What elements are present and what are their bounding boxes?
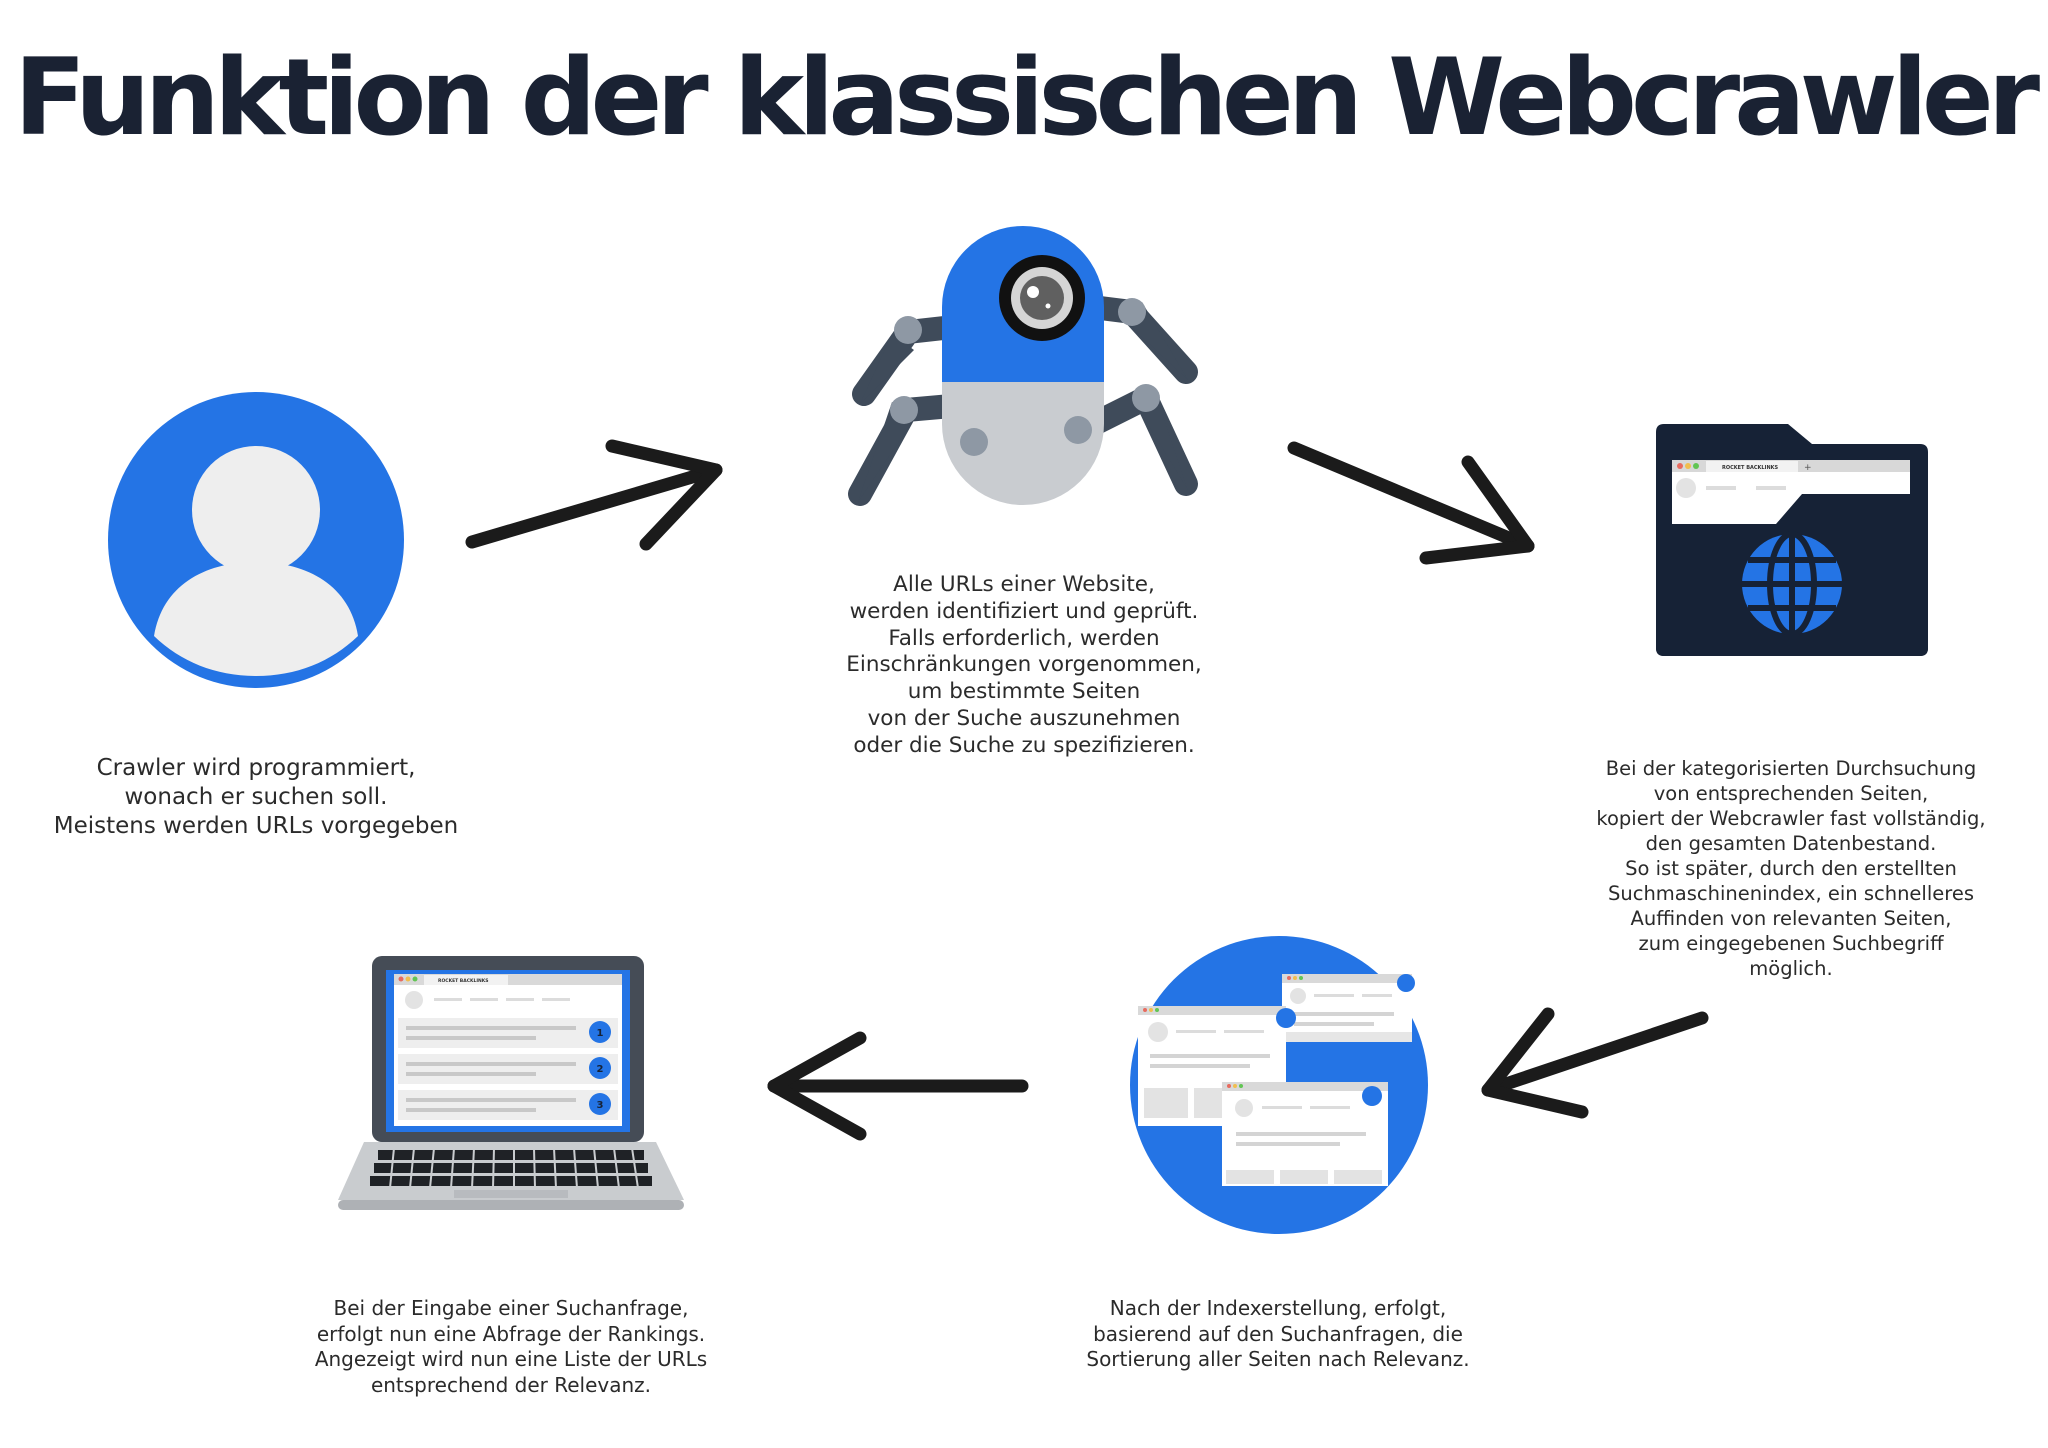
ranked-pages-icon [1130,936,1428,1234]
svg-text:+: + [1804,463,1812,473]
rank-2-badge: 2 [596,1064,604,1075]
step-4-caption: Nach der Indexerstellung, erfolgt, basierend auf den Suchanfragen, die Sortierung aller Seiten nach Relevanz. [1086,1296,1470,1371]
step-1-caption: Crawler wird programmiert, wonach er suchen soll. Meistens werden URLs vorgegeben [53,755,459,839]
laptop-results-icon [334,956,688,1216]
folder-globe-icon [1656,424,1928,656]
step-5-caption: Bei der Eingabe einer Suchanfrage, erfolgt nun eine Abfrage der Rankings. Angezeigt wird nun eine Liste der URLs entsprechend der Relevanz. [314,1296,708,1397]
laptop-tab-label: ROCKET BACKLINKS [438,979,489,984]
user-icon [106,390,406,690]
page-title: Funktion der klassischen Webcrawler [13,36,2035,159]
browser-tab-label: ROCKET BACKLINKS [1722,465,1779,471]
rank-3-badge: 3 [596,1100,604,1111]
step-3-caption: Bei der kategorisierten Durchsuchung von entsprechenden Seiten, kopiert der Webcrawler fast vollständig, den gesamten Datenbestand. So ist später, durch den erstellten Suchmaschinenindex, ein schnelleres Auffinden von relevanten Seiten, zum eingegebenen Suchbegriff möglich. [1596,757,1986,980]
arrow-right-up-icon [460,436,736,556]
arrow-left-icon [760,1028,1032,1144]
arrow-left-down-icon [1472,1004,1716,1126]
spider-robot-icon [842,222,1204,510]
rank-1-badge: 1 [596,1028,604,1039]
arrow-right-down-icon [1284,436,1548,570]
step-2-caption: Alle URLs einer Website, werden identifiziert und geprüft. Falls erforderlich, werden Einschränkungen vorgenommen, um bestimmte Seiten von der Suche auszunehmen oder die Suche zu spezifizieren. [846,572,1202,758]
